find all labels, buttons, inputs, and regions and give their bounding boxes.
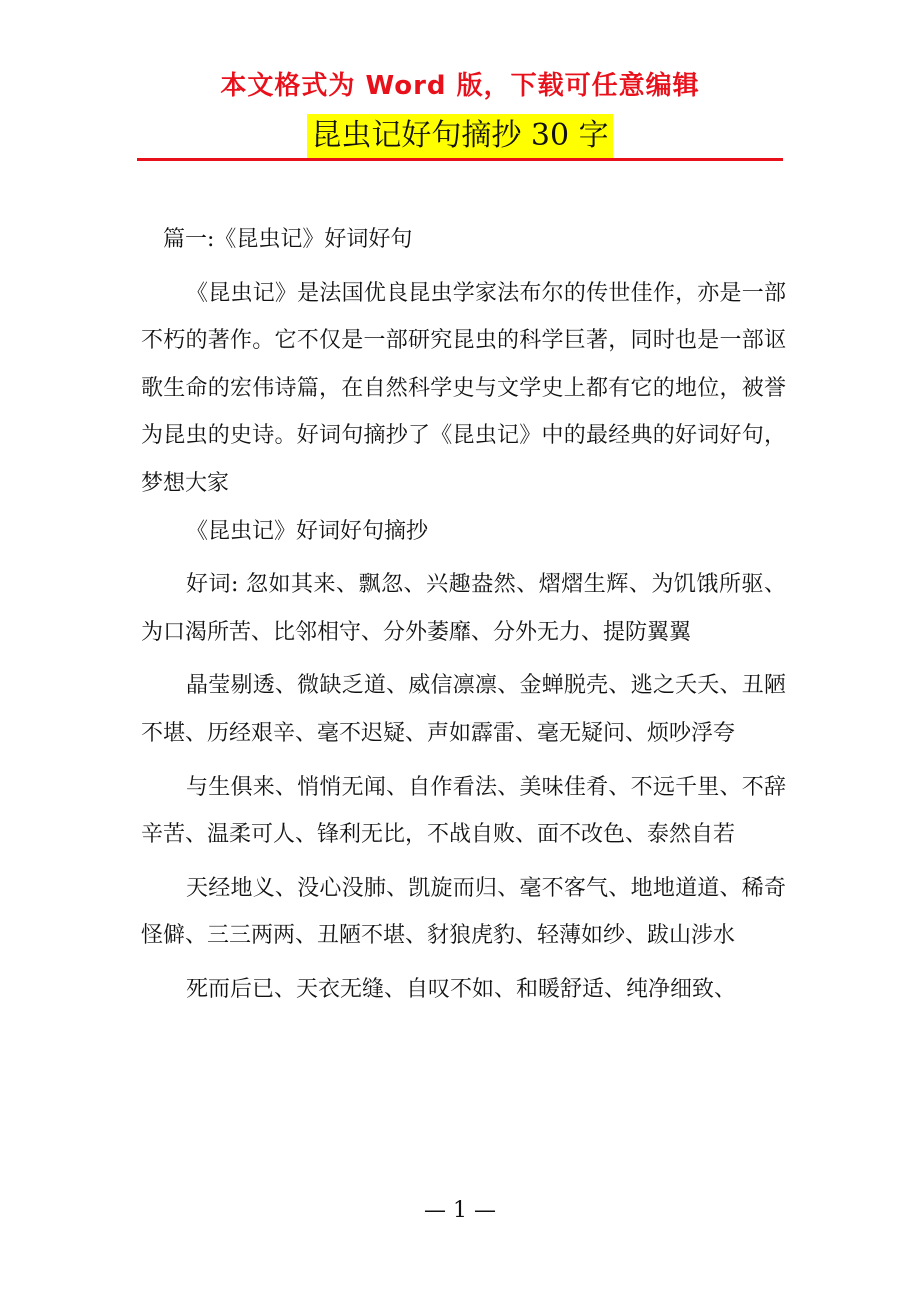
page-footer	[0, 1196, 920, 1226]
good-words-paragraph-2: 晶莹剔透、微缺乏道、威信凛凛、金蝉脱壳、逃之夭夭、丑陋不堪、历经艰辛、毫不迟疑、声如霹雷、毫无疑问、烦吵浮夸	[141, 673, 786, 746]
good-words-paragraph-3: 与生俱来、悄悄无闻、自作看法、美味佳肴、不远千里、不辞辛苦、温柔可人、锋利无比，不战自败、面不改色、泰然自若	[141, 774, 786, 848]
good-words-paragraph-1: 好词: 忽如其来、飘忽、兴趣盎然、熠熠生辉、为饥饿所驱、为口渴所苦、比邻相守、分外萎靡、分外无力、提防翼翼	[141, 572, 786, 645]
document-title: 昆虫记好句摘抄 30 字	[307, 114, 612, 158]
format-notice-banner	[0, 66, 920, 106]
section-heading: 篇一:《昆虫记》好词好句	[163, 227, 413, 252]
title-divider	[137, 158, 783, 161]
intro-paragraph: 《昆虫记》是法国优良昆虫学家法布尔的传世佳作，亦是一部不朽的著作。它不仅是一部研究昆虫的科学巨著，同时也是一部讴歌生命的宏伟诗篇，在自然科学史与文学史上都有它的地位，被誉为昆虫的史诗。好词句摘抄了《昆虫记》中的最经典的好词好句，梦想大家	[141, 280, 786, 496]
good-words-paragraph-4: 天经地义、没心没肺、凯旋而归、毫不客气、地地道道、稀奇怪僻、三三两两、丑陋不堪、豺狼虎豹、轻薄如纱、跋山涉水	[141, 875, 786, 949]
good-words-paragraph-5: 死而后已、天衣无缝、自叹不如、和暖舒适、纯净细致、	[186, 976, 737, 1002]
title-block	[0, 114, 920, 158]
document-body	[141, 216, 786, 1014]
page-number: — 1 —	[424, 1198, 496, 1223]
subheading-paragraph: 《昆虫记》好词好句摘抄	[186, 518, 429, 544]
format-notice-text: 本文格式为 Word 版，下载可任意编辑	[220, 71, 700, 101]
